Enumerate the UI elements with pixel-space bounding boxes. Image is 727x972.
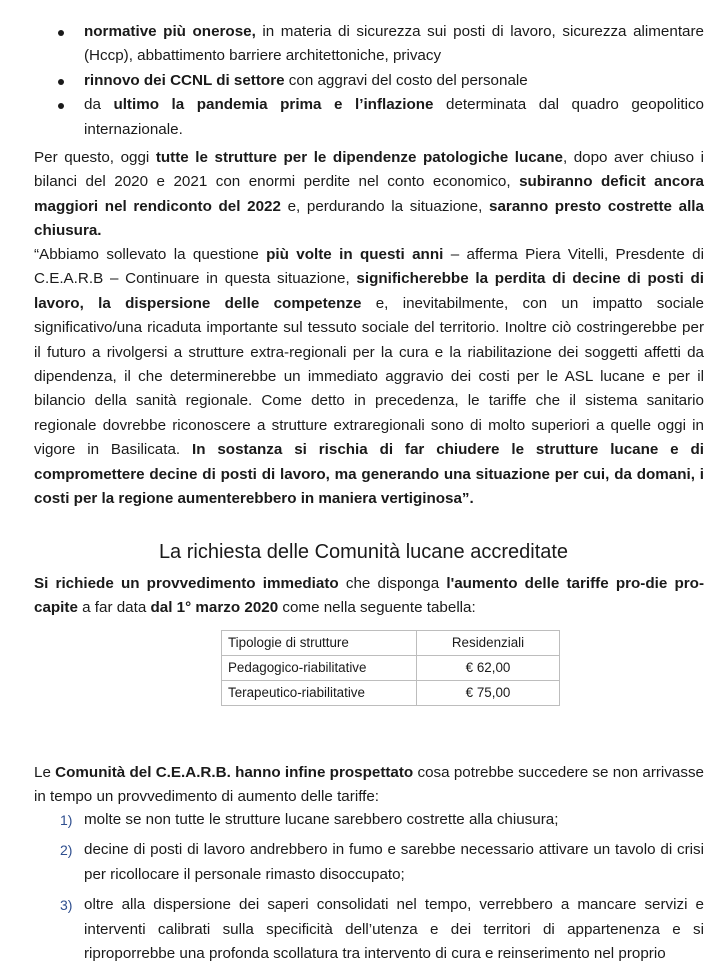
text-run: e, perdurando la situazione, bbox=[280, 197, 490, 215]
bullet-dot-icon bbox=[58, 103, 64, 109]
numbered-list bbox=[34, 808, 704, 972]
bullet-item bbox=[34, 20, 704, 69]
table-cell: € 62,00 bbox=[417, 656, 560, 681]
table-header-row bbox=[222, 631, 560, 656]
list-number: 1) bbox=[60, 812, 73, 828]
text-run: come nella seguente tabella: bbox=[278, 599, 476, 617]
bullet-dot-icon bbox=[58, 30, 64, 36]
bullet-text: in materia di sicurezza sui posti di lavoro, sicurezza alimentare (Hccp), abbattimento barriere architettoniche, privacy bbox=[84, 23, 704, 65]
paragraph-consequences-intro bbox=[34, 761, 704, 810]
text-run: – afferma Piera Vitelli, Presdente di C.E.A.R.B – Continuare in questa situazione, bbox=[34, 246, 704, 288]
paragraph-quote bbox=[34, 243, 704, 511]
bold-run: subiranno deficit ancora maggiori nel rendiconto del 2022 bbox=[34, 173, 704, 215]
list-item-text: decine di posti di lavoro andrebbero in fumo e sarebbe necessario attivare un tavolo di crisi per ricollocare il personale rimasto disoccupato; bbox=[84, 841, 704, 883]
table-cell: Pedagogico-riabilitative bbox=[222, 656, 417, 681]
bold-run: Si richiede un provvedimento immediato bbox=[34, 575, 339, 592]
text-run: cosa potrebbe succedere se non arrivasse in tempo un provvedimento di aumento delle tariffe: bbox=[34, 764, 704, 806]
bold-run: tutte le strutture per le dipendenze patologiche lucane bbox=[155, 149, 563, 166]
bullet-list bbox=[34, 20, 704, 142]
list-item-text: oltre alla dispersione dei saperi consolidati nel tempo, verrebbero a mancare servizi e interventi calibrati sulla specificità dell’utenza e dei territori di appartenenza e si riproporrebbe una profonda scollatura tra intervento di cura e reinserimento nel proprio bbox=[84, 896, 704, 963]
bullet-item bbox=[34, 69, 704, 93]
bold-run: più volte in questi anni bbox=[266, 246, 444, 263]
list-item bbox=[34, 838, 704, 887]
table-row bbox=[222, 656, 560, 681]
list-item-text: molte se non tutte le strutture lucane sarebbero costrette alla chiusura; bbox=[84, 811, 559, 828]
text-run: e, inevitabilmente, con un impatto sociale significativo/una ricaduta importante sul tessuto sociale del territorio. Inoltre ciò costringerebbe per il futuro a rivolgersi a strutture extra-regionali per la cura e la riabilitazione dei soggetti affetti da dipendenza, il che determinerebbe un immediato aggravio dei costi per le ASL lucane e per il bilancio della sanità regionale. Come detto in precedenza, le tariffe che il sistema sanitario regionale dovrebbe riconoscere a strutture extraregionali sono di molto superiori a quelle oggi in vigore in Basilicata. bbox=[34, 294, 704, 459]
text-run: Le bbox=[34, 764, 56, 781]
bold-run: In sostanza si rischia di far chiudere le strutture lucane e di compromettere decine di posti di lavoro, ma generando una situazione per cui, da domani, i costi per la regione aumenterebbero in maniera vertiginosa”. bbox=[34, 441, 704, 508]
bullet-text: da bbox=[84, 96, 114, 114]
list-item bbox=[34, 893, 704, 966]
text-run: Per questo, oggi bbox=[34, 149, 156, 166]
list-number: 2) bbox=[60, 842, 73, 859]
bullet-bold-text: ultimo la pandemia prima e l’inflazione bbox=[113, 96, 434, 114]
paragraph-request bbox=[34, 572, 704, 621]
bullet-dot-icon bbox=[58, 79, 64, 85]
tariff-table bbox=[221, 630, 560, 706]
paragraph-closures bbox=[34, 146, 704, 244]
text-run: “Abbiamo sollevato la questione bbox=[34, 246, 267, 263]
table-header-cell: Residenziali bbox=[417, 631, 560, 656]
list-item bbox=[34, 808, 704, 832]
text-run: che disponga bbox=[338, 575, 447, 592]
table-cell: € 75,00 bbox=[417, 681, 560, 706]
text-run: a far data bbox=[77, 599, 151, 617]
bold-run: significherebbe la perdita di decine di posti di lavoro, la dispersione delle competenze bbox=[34, 270, 704, 312]
bold-run: saranno presto costrette alla chiusura. bbox=[34, 197, 704, 240]
bullet-item bbox=[34, 93, 704, 142]
table-header-cell: Tipologie di strutture bbox=[222, 631, 417, 656]
bullet-bold-text: rinnovo dei CCNL di settore bbox=[84, 71, 285, 89]
section-heading: La richiesta delle Comunità lucane accreditate bbox=[158, 541, 569, 563]
table-cell: Terapeutico-riabilitative bbox=[222, 681, 417, 706]
bold-run: l'aumento delle tariffe pro-die pro-capite bbox=[34, 575, 705, 617]
list-number: 3) bbox=[60, 897, 73, 914]
bold-run: Comunità del C.E.A.R.B. hanno infine prospettato bbox=[55, 764, 414, 781]
bold-run: dal 1° marzo 2020 bbox=[150, 599, 279, 617]
text-run: , dopo aver chiuso i bilanci del 2020 e 2021 con enormi perdite nel conto economico, bbox=[34, 149, 704, 191]
bullet-text: determinata dal quadro geopolitico internazionale. bbox=[84, 96, 704, 138]
bullet-bold-text: normative più onerose, bbox=[84, 23, 256, 40]
table-row bbox=[222, 681, 560, 706]
bullet-text: con aggravi del costo del personale bbox=[284, 71, 528, 89]
